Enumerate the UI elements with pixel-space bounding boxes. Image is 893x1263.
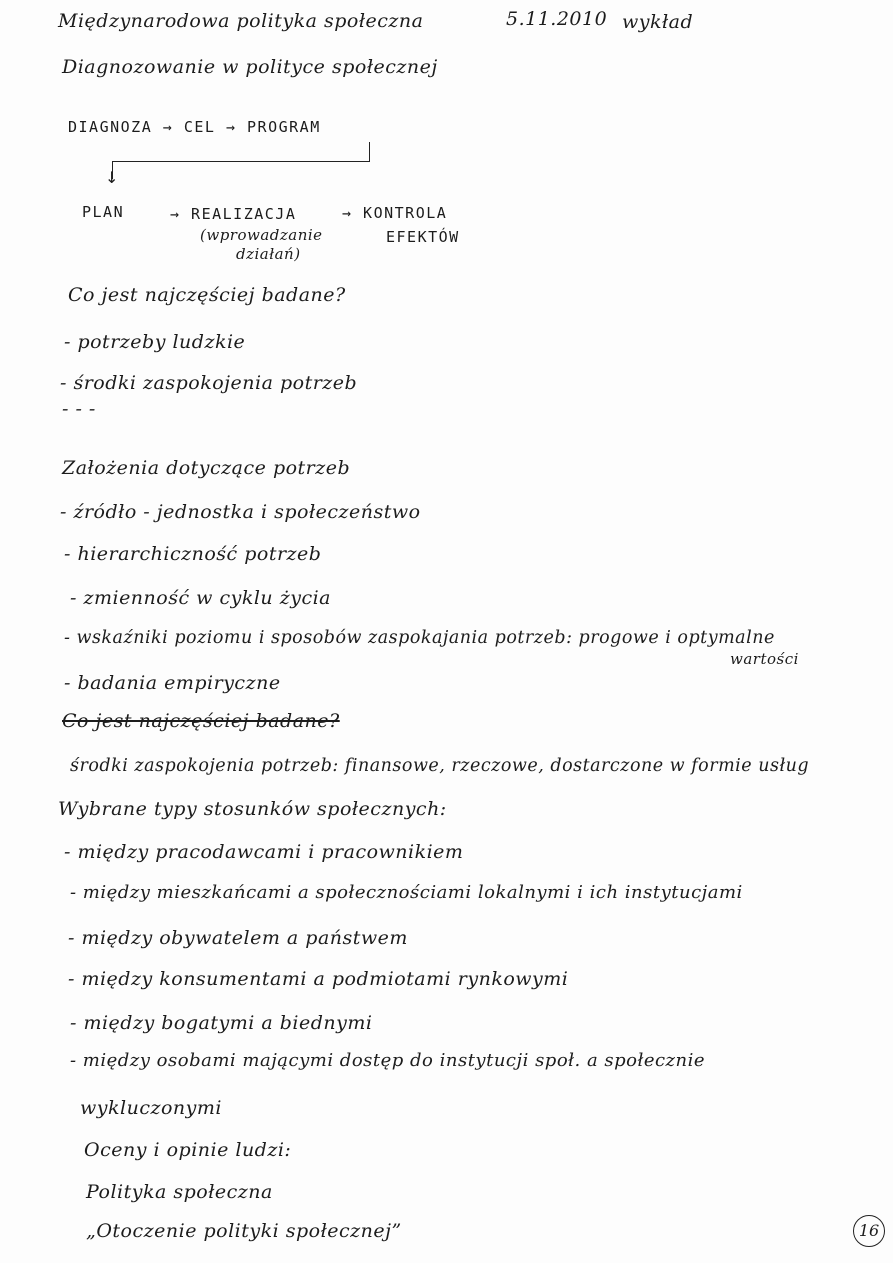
note-line: - między obywatelem a państwem xyxy=(68,927,408,949)
diagram-plan: PLAN xyxy=(82,203,125,221)
note-line: - - - xyxy=(62,398,96,420)
diagram-efektow: EFEKTÓW xyxy=(386,228,460,246)
page-number: 16 xyxy=(853,1215,885,1247)
note-line: Założenia dotyczące potrzeb xyxy=(62,457,351,479)
note-line: - między konsumentami a podmiotami rynkowymi xyxy=(68,968,569,990)
note-line: - zmienność w cyklu życia xyxy=(70,587,331,609)
note-line: środki zaspokojenia potrzeb: finansowe, rzeczowe, dostarczone w formie usług xyxy=(70,756,810,776)
note-line: - hierarchiczność potrzeb xyxy=(64,543,322,565)
note-line: Co jest najczęściej badane? xyxy=(68,284,346,306)
note-line: wartości xyxy=(730,650,799,668)
arrow-down-icon: ↓ xyxy=(105,168,119,187)
header-type: wykład xyxy=(622,11,694,33)
diagram-row1: DIAGNOZA → CEL → PROGRAM xyxy=(68,118,321,136)
note-line: - wskaźniki poziomu i sposobów zaspokajania potrzeb: progowe i optymalne xyxy=(64,628,775,648)
diagram-realizacja-note-2: działań) xyxy=(236,245,301,263)
note-line: - między bogatymi a biednymi xyxy=(70,1012,373,1034)
note-line: Oceny i opinie ludzi: xyxy=(84,1139,292,1161)
note-line: - środki zaspokojenia potrzeb xyxy=(60,372,358,394)
flow-connector-horizontal xyxy=(112,161,370,162)
header-title: Międzynarodowa polityka społeczna xyxy=(58,10,424,32)
header-date: 5.11.2010 xyxy=(506,8,608,30)
note-line: - między osobami mającymi dostęp do instytucji społ. a społecznie xyxy=(70,1050,706,1071)
diagram-kontrola: → KONTROLA xyxy=(342,204,448,222)
note-line: wykluczonymi xyxy=(80,1097,222,1119)
subtitle: Diagnozowanie w polityce społecznej xyxy=(62,56,438,78)
note-line: - źródło - jednostka i społeczeństwo xyxy=(60,501,421,523)
note-line: Wybrane typy stosunków społecznych: xyxy=(58,798,447,820)
note-line: Polityka społeczna xyxy=(86,1181,273,1203)
diagram-realizacja: → REALIZACJA xyxy=(170,205,297,223)
diagram-realizacja-note-1: (wprowadzanie xyxy=(200,226,323,244)
flow-connector-up xyxy=(369,142,370,162)
note-line: - między pracodawcami i pracownikiem xyxy=(64,841,464,863)
note-line: „Otoczenie polityki społecznej” xyxy=(86,1220,402,1242)
note-line-crossed-out: Co jest najczęściej badane? xyxy=(62,710,340,732)
note-line: - potrzeby ludzkie xyxy=(64,331,246,353)
note-line: - badania empiryczne xyxy=(64,672,281,694)
note-line: - między mieszkańcami a społecznościami lokalnymi i ich instytucjami xyxy=(70,882,743,903)
